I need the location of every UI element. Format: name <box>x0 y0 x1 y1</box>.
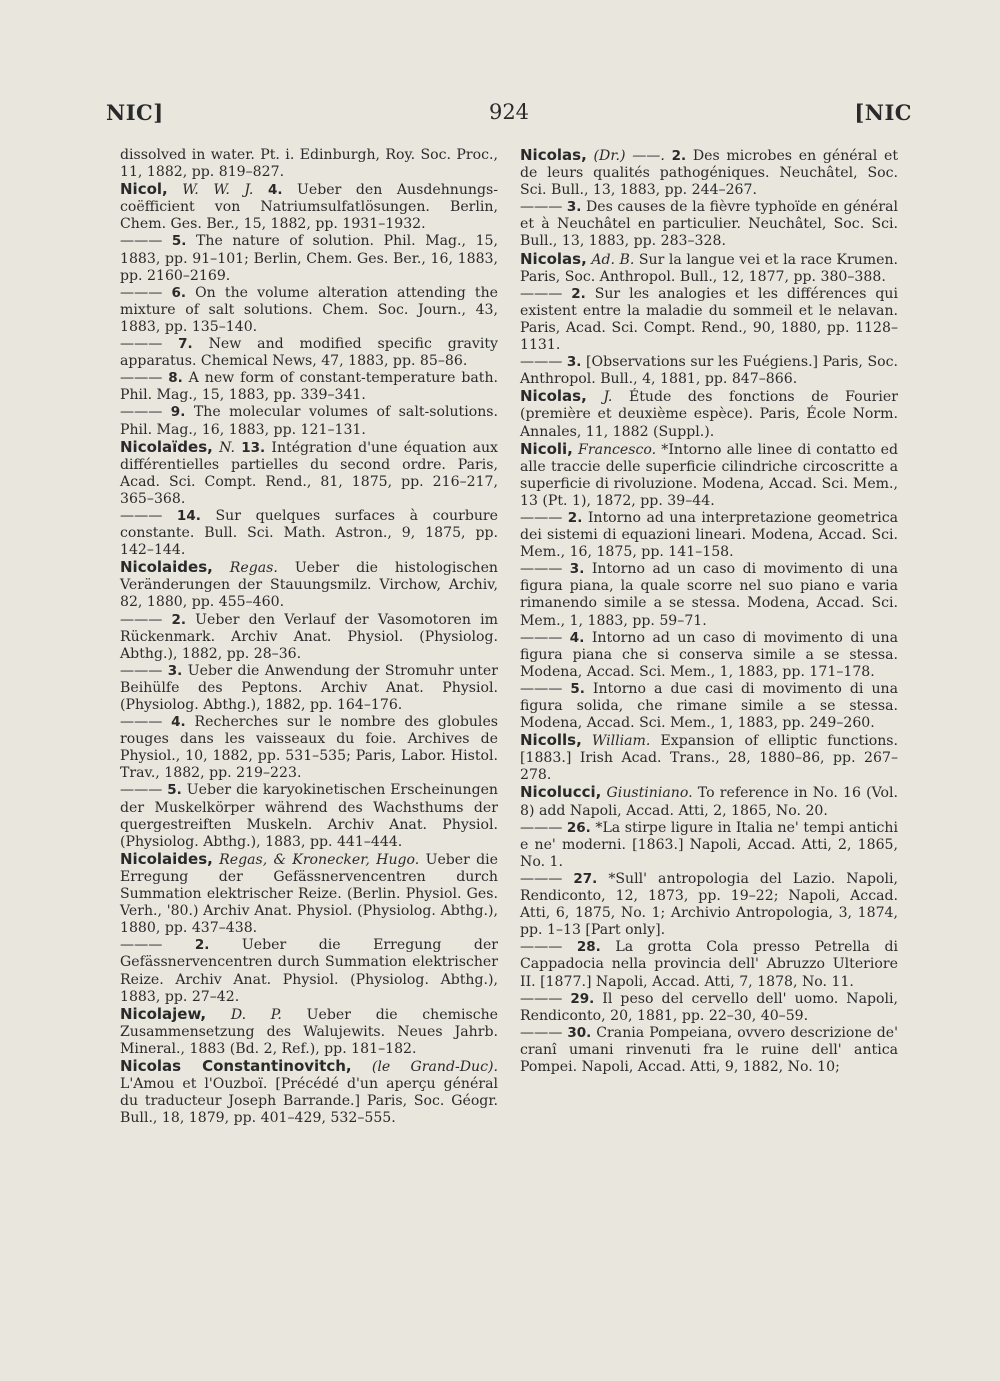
entry-number: 4. <box>569 629 585 646</box>
bibliography-entry <box>520 820 898 871</box>
author-given-name: (Dr.) ——. <box>593 148 665 164</box>
entry-number: 27. <box>573 870 598 887</box>
entry-number: 5. <box>570 680 585 697</box>
bibliography-entry <box>120 285 498 336</box>
entry-number: 2. <box>567 509 583 526</box>
entry-text: [Observations sur les Fuégiens.] Paris, Soc. Anthropol. Bull., 4, 1881, pp. 847–866. <box>520 354 898 388</box>
entry-text: Expansion of elliptic functions. [1883.] Irish Acad. Trans., 28, 1880–86, pp. 267–278. <box>520 733 899 784</box>
entry-text: A new form of constant-temperature bath. Phil. Mag., 15, 1883, pp. 339–341. <box>120 370 498 404</box>
bibliography-entry <box>120 1006 498 1058</box>
author-given-name: D. P. <box>230 1006 282 1023</box>
entry-text: Sur la langue vei et la race Krumen. Paris, Soc. Anthropol. Bull., 12, 1877, pp. 380–388. <box>520 251 899 285</box>
author-name: Nicolas, <box>520 249 587 268</box>
bibliography-entry <box>120 181 498 233</box>
page-number: 924 <box>488 100 530 124</box>
author-name: Nicol, <box>120 180 168 199</box>
author-name: Nicolaïdes, <box>120 437 213 456</box>
entry-text: New and modified specific gravity apparatus. Chemical News, 47, 1883, pp. 85–86. <box>120 336 498 370</box>
bibliography-entry <box>120 612 498 663</box>
entry-number: 3. <box>569 561 585 578</box>
left-column <box>120 147 498 1127</box>
author-name: Nicolaides, <box>120 849 213 868</box>
ditto-dash: ——— <box>520 509 568 526</box>
author-given-name: Regas. <box>229 560 278 577</box>
ditto-dash: ——— <box>120 937 195 954</box>
bibliography-entry <box>120 404 498 438</box>
entry-number: 2. <box>171 611 186 628</box>
author-name: Nicolucci, <box>520 783 602 802</box>
entry-text: Ueber die histologischen Veränderungen der Stauungsmilz. Virchow, Archiv, 82, 1880, pp. 455–460. <box>120 560 498 611</box>
ditto-dash: ——— <box>120 507 177 524</box>
author-name: Nicolaides, <box>120 558 213 577</box>
entry-text: Intégration d'une équation aux différentielles partielles du second ordre. Paris, Acad. Sci. Compt. Rend., 81, 1875, pp. 216–217, 365–368. <box>120 439 499 507</box>
entry-text: Ueber die Erregung der Gefässnervencentren durch Summation elektrischer Reize. (Berlin. Physiol. Ges. Verh., '80.) Archiv Anat. Physiol. (Physiolog. Abthg.), 1880, pp. 437–438. <box>120 851 499 937</box>
ditto-dash: ——— <box>120 714 172 731</box>
bibliography-entry <box>120 714 498 782</box>
entry-number: 8. <box>168 370 183 387</box>
author-given-name: W. W. J. <box>182 182 254 199</box>
ditto-dash: ——— <box>520 819 567 836</box>
entry-text: Ueber den Verlauf der Vasomotoren im Rückenmark. Archiv Anat. Physiol. (Physiolog. Abthg.), 1882, pp. 28–36. <box>120 611 499 662</box>
bibliography-entry <box>520 354 898 388</box>
entry-text: Recherches sur le nombre des globules rouges dans les vaisseaux du foie. Archives de Physiol., 10, 1882, pp. 531–535; Paris, Labor. Histol. Trav., 1882, pp. 219–223. <box>120 714 499 782</box>
page-header <box>106 100 912 132</box>
entry-text: Il peso del cervello dell' uomo. Napoli, Rendiconto, 20, 1881, pp. 22–30, 40–59. <box>520 990 898 1024</box>
bibliography-entry <box>520 147 898 199</box>
bibliography-entry <box>120 439 498 508</box>
entry-text: *Sull' antropologia del Lazio. Napoli, Rendiconto, 12, 1873, pp. 19–22; Napoli, Accad. Atti, 6, 1875, No. 1; Archivio Antropologia, 3, 1874, pp. 1–13 [Part only]. <box>520 870 899 939</box>
ditto-dash: ——— <box>520 285 572 302</box>
entry-text: On the volume alteration attending the mixture of salt solutions. Chem. Soc. Journ., 43, 1883, pp. 135–140. <box>120 284 498 335</box>
entry-text: To reference in No. 16 (Vol. 8) add Napoli, Accad. Atti, 2, 1865, No. 20. <box>520 785 899 819</box>
entry-text: Des microbes en général et de leurs qualités pathogéniques. Neuchâtel, Soc. Sci. Bull., 13, 1883, pp. 244–267. <box>520 148 898 199</box>
author-given-name: Regas, & Kronecker, Hugo. <box>219 851 420 868</box>
entry-text: Des causes de la fièvre typhoïde en général et à Neuchâtel en particulier. Neuchâtel, Soc. Sci. Bull., 13, 1883, pp. 283–328. <box>520 199 898 250</box>
header-right-guide: [NIC <box>854 100 912 125</box>
entry-number: 9. <box>170 404 186 421</box>
entry-number: 5. <box>167 782 182 799</box>
bibliography-entry <box>520 991 898 1025</box>
ditto-dash: ——— <box>120 370 169 387</box>
entry-number: 30. <box>567 1024 592 1041</box>
entry-number: 3. <box>167 662 183 679</box>
bibliography-entry <box>120 663 498 714</box>
entry-number: 29. <box>570 990 595 1007</box>
right-column <box>520 147 898 1076</box>
ditto-dash: ——— <box>520 561 570 578</box>
bibliography-entry <box>520 784 898 819</box>
entry-number: 5. <box>171 233 187 250</box>
author-name: Nicolajew, <box>120 1004 207 1023</box>
entry-text: Ueber die chemische Zusammensetzung des Walujewits. Neues Jahrb. Mineral., 1883 (Bd. 2, Ref.), pp. 181–182. <box>120 1006 499 1057</box>
bibliography-entry <box>520 286 898 354</box>
entry-text: Sur les analogies et les différences qui existent entre la maladie du sommeil et le nelavan. Paris, Acad. Sci. Compt. Rend., 90, 1880, pp. 1128–1131. <box>520 285 898 354</box>
bibliography-entry <box>520 561 898 629</box>
entry-number: 6. <box>171 284 186 301</box>
entry-text: Ueber die Anwendung der Stromuhr unter Beihülfe des Peptons. Archiv Anat. Physiol. (Physiolog. Abthg.), 1882, pp. 164–176. <box>120 662 498 713</box>
author-name: Nicoli, <box>520 439 573 458</box>
bibliography-entry <box>120 1058 498 1127</box>
ditto-dash: ——— <box>120 611 172 628</box>
bibliography-entry <box>120 147 498 181</box>
bibliography-entry <box>520 939 898 990</box>
author-given-name: (le Grand-Duc). <box>371 1058 498 1075</box>
entry-number: 2. <box>671 148 687 164</box>
ditto-dash: ——— <box>120 284 172 301</box>
entry-text: The molecular volumes of salt-solutions. Phil. Mag., 16, 1883, pp. 121–131. <box>120 404 498 438</box>
ditto-dash: ——— <box>520 1024 568 1041</box>
ditto-dash: ——— <box>520 680 571 697</box>
entry-number: 4. <box>171 714 186 731</box>
bibliography-entry <box>120 559 498 611</box>
entry-text: Intorno ad una interpretazione geometrica dei sistemi di equazioni lineari. Modena, Accad. Sci. Mem., 16, 1875, pp. 141–158. <box>520 509 899 561</box>
header-left-guide: NIC] <box>106 100 164 125</box>
bibliography-entry <box>520 871 898 939</box>
ditto-dash: ——— <box>120 404 171 421</box>
author-name: Nicolas Constantinovitch, <box>120 1056 352 1075</box>
ditto-dash: ——— <box>120 662 168 679</box>
bibliography-entry <box>520 1025 898 1076</box>
entry-text: Crania Pompeiana, ovvero descrizione de' cranî umani rinvenuti fra le ruine dell' antica Pompei. Napoli, Accad. Atti, 9, 1882, No. 10; <box>520 1024 899 1075</box>
bibliography-entry <box>520 441 898 510</box>
bibliography-entry <box>120 336 498 370</box>
entry-number: 3. <box>566 354 582 371</box>
entry-number: 14. <box>176 507 201 524</box>
author-given-name: Ad. B. <box>591 251 635 268</box>
author-name: Nicolas, <box>520 387 587 406</box>
entry-text: Intorno ad un caso di movimento di una figura piana che si conserva simile a se stessa. Modena, Accad. Sci. Mem., 1, 1883, pp. 171–178. <box>520 629 898 680</box>
bibliography-entry <box>520 251 898 286</box>
bibliography-entry <box>520 630 898 681</box>
bibliography-entry <box>520 681 898 732</box>
bibliography-entry <box>520 388 898 440</box>
entry-number: 13. <box>241 439 266 456</box>
bibliography-entry <box>120 782 498 850</box>
entry-number: 2. <box>194 937 210 954</box>
entry-text: Intorno ad un caso di movimento di una figura piana, la quale scorre nel suo piano e varia rimanendo simile a se stessa. Modena, Accad. Sci. Mem., 1, 1883, pp. 59–71. <box>520 561 898 629</box>
bibliography-entry <box>120 370 498 404</box>
ditto-dash: ——— <box>520 199 567 216</box>
entry-text: Ueber den Ausdehnungs-coëfficient von Natriumsulfatlösungen. Berlin, Chem. Ges. Ber., 15, 1882, pp. 1931–1932. <box>120 182 499 233</box>
bibliography-entry <box>520 510 898 561</box>
entry-text: dissolved in water. Pt. i. Edinburgh, Roy. Soc. Proc., 11, 1882, pp. 819–827. <box>120 147 498 181</box>
entry-number: 26. <box>566 819 591 836</box>
author-given-name: J. <box>603 389 613 406</box>
author-given-name: William. <box>591 733 651 750</box>
entry-text: La grotta Cola presso Petrella di Cappadocia nella provincia dell' Abruzzo Ulteriore II. [1877.] Napoli, Accad. Atti, 7, 1878, No. 11. <box>520 939 899 990</box>
author-given-name: Giustiniano. <box>606 785 693 802</box>
ditto-dash: ——— <box>520 990 571 1007</box>
bibliography-entry <box>120 851 498 937</box>
author-given-name: Francesco. <box>578 441 657 458</box>
ditto-dash: ——— <box>520 939 577 956</box>
bibliography-entry <box>120 937 498 1005</box>
bibliography-entry <box>120 508 498 559</box>
bibliography-entry <box>520 199 898 250</box>
entry-text: Ueber die karyokinetischen Erscheinungen der Muskelkörper während des Wachsthums der quergestreiften Muskeln. Archiv Anat. Physiol. (Physiolog. Abthg.), 1883, pp. 441–444. <box>120 782 499 850</box>
entry-number: 7. <box>178 336 193 353</box>
bibliography-entry <box>520 732 898 784</box>
entry-text: Intorno a due casi di movimento di una figura solida, che rimane simile a se stessa. Modena, Accad. Sci. Mem., 1, 1883, pp. 249–260. <box>520 680 899 732</box>
entry-text: *Intorno alle linee di contatto ed alle traccie delle superficie cilindriche circoscritte a superficie di rivoluzione. Modena, Accad. Sci. Mem., 13 (Pt. 1), 1872, pp. 39–44. <box>520 441 898 509</box>
ditto-dash: ——— <box>120 782 168 799</box>
ditto-dash: ——— <box>520 629 570 646</box>
entry-number: 28. <box>576 939 601 956</box>
entry-number: 4. <box>267 182 283 199</box>
ditto-dash: ——— <box>520 870 574 887</box>
bibliography-entry <box>120 233 498 284</box>
ditto-dash: ——— <box>120 233 172 250</box>
entry-number: 2. <box>571 285 586 302</box>
entry-number: 3. <box>566 199 582 216</box>
entry-text: Étude des fonctions de Fourier (première et deuxième espèce). Paris, École Norm. Annales, 11, 1882 (Suppl.). <box>520 389 898 440</box>
entry-text: L'Amou et l'Ouzboï. [Précédé d'un aperçu général du traducteur Joseph Barrande.] Paris, Soc. Géogr. Bull., 18, 1879, pp. 401–429, 532–555. <box>120 1076 498 1127</box>
ditto-dash: ——— <box>520 354 567 371</box>
ditto-dash: ——— <box>120 336 179 353</box>
entry-text: The nature of solution. Phil. Mag., 15, 1883, pp. 91–101; Berlin, Chem. Ges. Ber., 16, 1883, pp. 2160–2169. <box>120 233 499 284</box>
entry-text: Sur quelques surfaces à courbure constante. Bull. Sci. Math. Astron., 9, 1875, pp. 142–144. <box>120 507 499 559</box>
author-name: Nicolls, <box>520 731 582 750</box>
author-name: Nicolas, <box>520 146 587 164</box>
entry-text: *La stirpe ligure in Italia ne' tempi antichi e ne' moderni. [1863.] Napoli, Accad. Atti, 2, 1865, No. 1. <box>520 819 898 870</box>
entry-text: Ueber die Erregung der Gefässnervencentren durch Summation elektrischer Reize. Archiv Anat. Physiol. (Physiolog. Abthg.), 1883, pp. 27–42. <box>120 937 499 1005</box>
author-given-name: N. <box>219 439 235 456</box>
